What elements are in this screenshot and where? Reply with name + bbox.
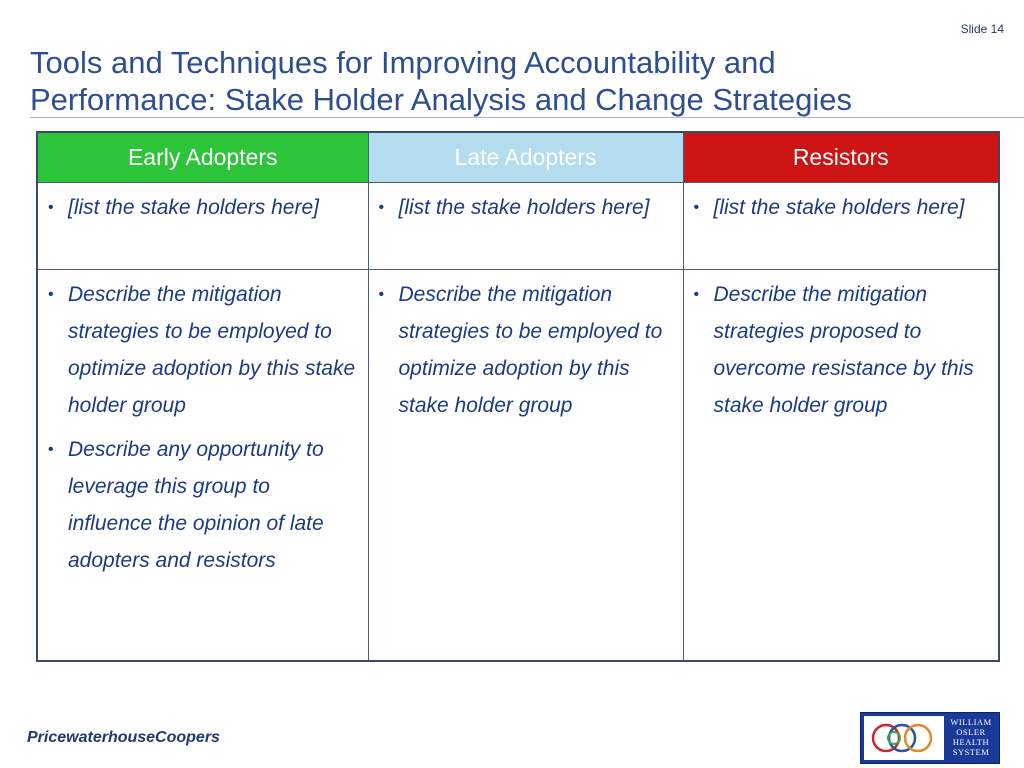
william-osler-logo xyxy=(860,712,1000,764)
title-divider xyxy=(30,117,1024,118)
item-text: Describe the mitigation strategies to be employed to optimize adoption by this stake holder group xyxy=(68,283,356,417)
bullet-icon: • xyxy=(378,199,385,216)
cell-resistor-stakeholders xyxy=(683,183,999,270)
list-item xyxy=(694,189,991,226)
list-item xyxy=(48,189,360,226)
logo-line: WILLIAM xyxy=(950,717,992,727)
item-text: [list the stake holders here] xyxy=(68,196,319,219)
item-text: [list the stake holders here] xyxy=(713,196,965,219)
logo-line: HEALTH xyxy=(952,737,990,747)
header-late-adopters: Late Adopters xyxy=(368,132,683,183)
bullet-icon: • xyxy=(693,199,700,216)
bullet-icon: • xyxy=(693,286,700,303)
interlocking-rings-icon xyxy=(864,716,944,760)
cell-early-stakeholders xyxy=(37,183,368,270)
list-item xyxy=(379,276,675,424)
header-resistors: Resistors xyxy=(683,132,999,183)
table-row xyxy=(37,183,999,270)
logo-wordmark xyxy=(945,717,997,757)
slide-title xyxy=(30,44,1010,118)
title-line-2: Performance: Stake Holder Analysis and Change Strategies xyxy=(30,82,852,117)
bullet-icon: • xyxy=(48,286,54,303)
item-text: [list the stake holders here] xyxy=(398,196,650,219)
cell-early-strategies xyxy=(37,270,368,662)
list-item xyxy=(694,276,991,424)
item-text: Describe the mitigation strategies to be employed to optimize adoption by this stake holder group xyxy=(398,283,663,417)
cell-resistor-strategies xyxy=(683,270,999,662)
footer-brand: PricewaterhouseCoopers xyxy=(27,729,220,746)
stakeholder-table xyxy=(36,131,1000,662)
bullet-icon: • xyxy=(48,441,54,458)
list-item xyxy=(379,189,675,226)
item-text: Describe the mitigation strategies proposed to overcome resistance by this stake holder group xyxy=(713,283,974,417)
table-header-row xyxy=(37,132,999,183)
logo-line: OSLER xyxy=(956,727,986,737)
logo-line: SYSTEM xyxy=(952,747,990,757)
header-early-adopters: Early Adopters xyxy=(37,132,368,183)
title-line-1: Tools and Techniques for Improving Accountability and xyxy=(30,45,776,80)
table-row xyxy=(37,270,999,662)
cell-late-stakeholders xyxy=(368,183,683,270)
list-item xyxy=(48,276,360,424)
item-text: Describe any opportunity to leverage this group to influence the opinion of late adopters and resistors xyxy=(68,438,324,572)
bullet-icon: • xyxy=(48,199,54,216)
bullet-icon: • xyxy=(378,286,385,303)
list-item xyxy=(48,431,360,579)
slide-number: Slide 14 xyxy=(960,22,1004,36)
cell-late-strategies xyxy=(368,270,683,662)
